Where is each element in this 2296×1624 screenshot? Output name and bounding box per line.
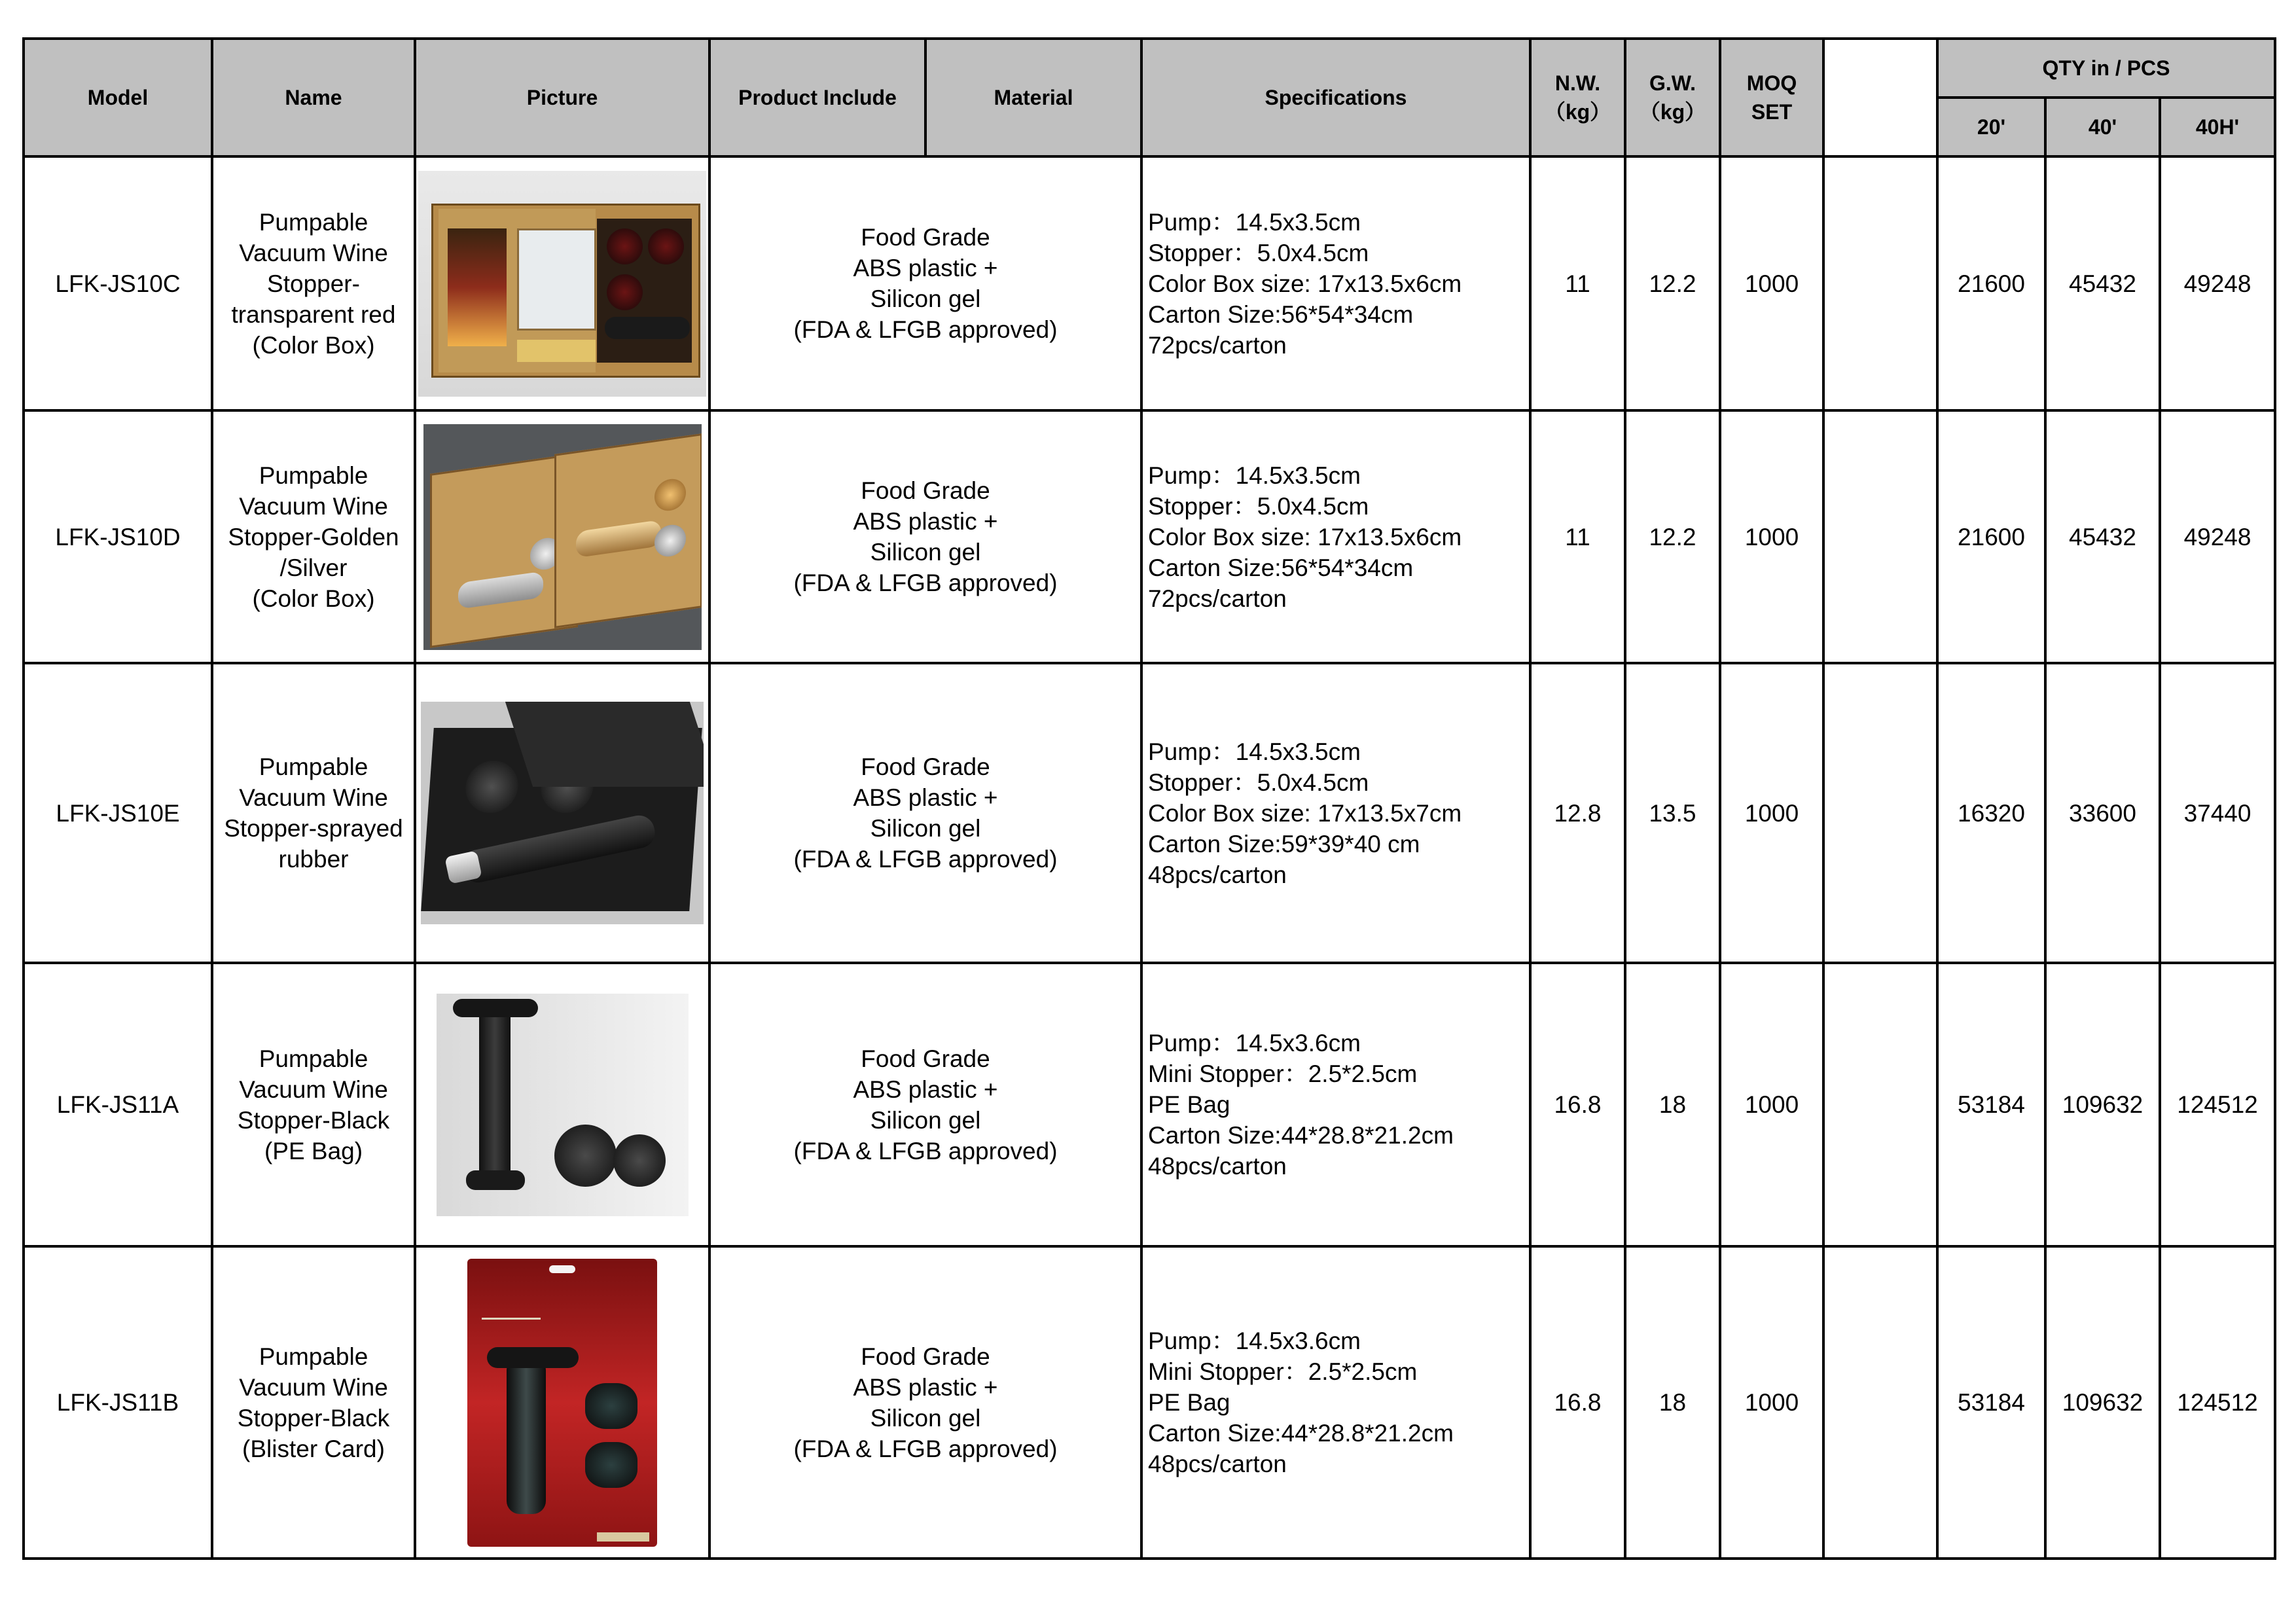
spec-line: PE Bag <box>1148 1091 1230 1118</box>
header-nw-line1: N.W. <box>1554 71 1601 95</box>
picture-cell <box>415 410 709 663</box>
moq-cell: 1000 <box>1720 963 1823 1246</box>
header-qty-20: 20' <box>1937 98 2045 156</box>
table-body <box>24 156 2275 1559</box>
qty-40-cell: 45432 <box>2045 410 2160 663</box>
blank-cell <box>1823 963 1937 1246</box>
material-cell <box>709 663 1141 963</box>
qty-20-cell: 21600 <box>1937 410 2045 663</box>
gross-weight-cell: 18 <box>1625 963 1720 1246</box>
qty-40h-cell: 124512 <box>2160 963 2275 1246</box>
gross-weight-cell: 13.5 <box>1625 663 1720 963</box>
spec-line: Pump：14.5x3.5cm <box>1148 461 1361 489</box>
moq-cell: 1000 <box>1720 410 1823 663</box>
specifications-cell <box>1141 963 1530 1246</box>
header-qty-40: 40' <box>2045 98 2160 156</box>
table-row <box>24 410 2275 663</box>
name-cell <box>212 156 415 410</box>
material-cell <box>709 963 1141 1246</box>
spec-line: Color Box size: 17x13.5x7cm <box>1148 799 1462 827</box>
qty-40-cell: 45432 <box>2045 156 2160 410</box>
material-cell <box>709 156 1141 410</box>
qty-40h-cell: 124512 <box>2160 1246 2275 1559</box>
header-model: Model <box>24 39 212 156</box>
model-cell: LFK-JS10C <box>24 156 212 410</box>
specifications-cell <box>1141 663 1530 963</box>
product-name-line: Vacuum Wine <box>239 784 388 811</box>
spec-line: Carton Size:56*54*34cm <box>1148 554 1414 581</box>
qty-20-cell: 53184 <box>1937 963 2045 1246</box>
spec-line: PE Bag <box>1148 1389 1230 1416</box>
table-row <box>24 963 2275 1246</box>
material-line: Food Grade <box>861 753 990 780</box>
picture-cell <box>415 1246 709 1559</box>
product-name-line: (Color Box) <box>252 585 375 612</box>
name-cell <box>212 963 415 1246</box>
moq-cell: 1000 <box>1720 1246 1823 1559</box>
header-name: Name <box>212 39 415 156</box>
golden-silver-color-box-photo <box>423 424 702 650</box>
qty-40-cell: 33600 <box>2045 663 2160 963</box>
table-row <box>24 156 2275 410</box>
product-name-line: Pumpable <box>259 1045 368 1072</box>
net-weight-cell: 11 <box>1530 410 1625 663</box>
header-picture: Picture <box>415 39 709 156</box>
product-name-line: Pumpable <box>259 208 368 236</box>
spec-line: Pump：14.5x3.6cm <box>1148 1327 1361 1354</box>
table-row <box>24 663 2275 963</box>
qty-40h-cell: 37440 <box>2160 663 2275 963</box>
net-weight-cell: 16.8 <box>1530 1246 1625 1559</box>
qty-20-cell: 21600 <box>1937 156 2045 410</box>
header-blank <box>1823 39 1937 156</box>
spec-line: Carton Size:44*28.8*21.2cm <box>1148 1420 1454 1447</box>
red-blister-card-photo <box>467 1259 657 1547</box>
product-name-line: transparent red <box>231 300 396 328</box>
gross-weight-cell: 18 <box>1625 1246 1720 1559</box>
net-weight-cell: 12.8 <box>1530 663 1625 963</box>
moq-cell: 1000 <box>1720 663 1823 963</box>
material-line: Silicon gel <box>870 1404 981 1432</box>
product-name-line: Stopper-Black <box>237 1106 390 1134</box>
spec-line: Color Box size: 17x13.5x6cm <box>1148 270 1462 297</box>
qty-20-cell: 16320 <box>1937 663 2045 963</box>
blank-cell <box>1823 410 1937 663</box>
header-net-weight <box>1530 39 1625 156</box>
header-qty: QTY in / PCS <box>1937 39 2275 98</box>
product-name-line: Pumpable <box>259 461 368 489</box>
header-moq-line2: SET <box>1751 100 1793 124</box>
specifications-cell <box>1141 156 1530 410</box>
spec-line: Stopper：5.0x4.5cm <box>1148 768 1369 796</box>
spec-line: Color Box size: 17x13.5x6cm <box>1148 523 1462 550</box>
net-weight-cell: 16.8 <box>1530 963 1625 1246</box>
header-gw-line1: G.W. <box>1649 71 1696 95</box>
name-cell <box>212 663 415 963</box>
material-line: Food Grade <box>861 1045 990 1072</box>
product-name-line: Vacuum Wine <box>239 492 388 520</box>
gross-weight-cell: 12.2 <box>1625 156 1720 410</box>
model-cell: LFK-JS11A <box>24 963 212 1246</box>
header-qty-40h: 40H' <box>2160 98 2275 156</box>
product-name-line: /Silver <box>279 554 348 581</box>
material-line: (FDA & LFGB approved) <box>793 846 1058 873</box>
spec-line: Carton Size:44*28.8*21.2cm <box>1148 1122 1454 1149</box>
blank-cell <box>1823 156 1937 410</box>
material-line: (FDA & LFGB approved) <box>793 1137 1058 1164</box>
material-cell <box>709 1246 1141 1559</box>
spec-line: Pump：14.5x3.5cm <box>1148 738 1361 765</box>
product-name-line: Vacuum Wine <box>239 239 388 266</box>
material-cell <box>709 410 1141 663</box>
name-cell <box>212 410 415 663</box>
product-name-line: (Color Box) <box>252 331 375 359</box>
qty-20-cell: 53184 <box>1937 1246 2045 1559</box>
specifications-cell <box>1141 1246 1530 1559</box>
gross-weight-cell: 12.2 <box>1625 410 1720 663</box>
spec-line: 48pcs/carton <box>1148 1153 1287 1180</box>
header-nw-line2: （kg） <box>1544 100 1611 124</box>
spec-line: 72pcs/carton <box>1148 331 1287 359</box>
header-material: Material <box>925 39 1141 156</box>
spec-line: Carton Size:56*54*34cm <box>1148 300 1414 328</box>
spec-line: Carton Size:59*39*40 cm <box>1148 830 1420 857</box>
header-gw-line2: （kg） <box>1639 100 1706 124</box>
product-name-line: Vacuum Wine <box>239 1373 388 1401</box>
material-line: ABS plastic + <box>853 784 998 811</box>
header-gross-weight <box>1625 39 1720 156</box>
header-product-include: Product Include <box>709 39 925 156</box>
spec-line: Mini Stopper：2.5*2.5cm <box>1148 1358 1418 1385</box>
product-spec-table <box>22 37 2276 1560</box>
name-cell <box>212 1246 415 1559</box>
spec-line: Stopper：5.0x4.5cm <box>1148 239 1369 266</box>
specifications-cell <box>1141 410 1530 663</box>
product-name-line: rubber <box>278 846 349 873</box>
product-name-line: (Blister Card) <box>242 1435 385 1462</box>
material-line: ABS plastic + <box>853 1075 998 1103</box>
material-line: Silicon gel <box>870 815 981 842</box>
product-name-line: Stopper-Golden <box>228 523 399 550</box>
material-line: ABS plastic + <box>853 1373 998 1401</box>
picture-cell <box>415 663 709 963</box>
blank-cell <box>1823 663 1937 963</box>
material-line: Food Grade <box>861 1343 990 1370</box>
material-line: Silicon gel <box>870 539 981 566</box>
blank-cell <box>1823 1246 1937 1559</box>
product-name-line: Stopper-Black <box>237 1404 390 1432</box>
product-name-line: Stopper- <box>267 270 360 297</box>
material-line: Silicon gel <box>870 285 981 312</box>
moq-cell: 1000 <box>1720 156 1823 410</box>
material-line: (FDA & LFGB approved) <box>793 1435 1058 1462</box>
material-line: Silicon gel <box>870 1106 981 1134</box>
spec-line: Pump：14.5x3.6cm <box>1148 1030 1361 1056</box>
picture-cell <box>415 156 709 410</box>
net-weight-cell: 11 <box>1530 156 1625 410</box>
header-moq-line1: MOQ <box>1746 71 1797 95</box>
product-name-line: Vacuum Wine <box>239 1075 388 1103</box>
product-name-line: (PE Bag) <box>264 1137 363 1164</box>
spec-line: Mini Stopper：2.5*2.5cm <box>1148 1060 1418 1087</box>
table-row <box>24 1246 2275 1559</box>
qty-40h-cell: 49248 <box>2160 410 2275 663</box>
spec-line: Pump：14.5x3.5cm <box>1148 208 1361 236</box>
spec-line: 72pcs/carton <box>1148 585 1287 612</box>
model-cell: LFK-JS10E <box>24 663 212 963</box>
material-line: (FDA & LFGB approved) <box>793 569 1058 596</box>
material-line: (FDA & LFGB approved) <box>793 316 1058 343</box>
gold-color-box-photo <box>418 171 706 397</box>
material-line: ABS plastic + <box>853 255 998 281</box>
spec-line: Stopper：5.0x4.5cm <box>1148 492 1369 520</box>
qty-40-cell: 109632 <box>2045 1246 2160 1559</box>
header-moq <box>1720 39 1823 156</box>
spec-line: 48pcs/carton <box>1148 861 1287 888</box>
product-name-line: Pumpable <box>259 1343 368 1370</box>
black-pe-bag-photo <box>437 994 689 1216</box>
qty-40-cell: 109632 <box>2045 963 2160 1246</box>
model-cell: LFK-JS10D <box>24 410 212 663</box>
product-name-line: Pumpable <box>259 753 368 780</box>
material-line: ABS plastic + <box>853 508 998 535</box>
header-specifications: Specifications <box>1141 39 1530 156</box>
material-line: Food Grade <box>861 224 990 251</box>
model-cell: LFK-JS11B <box>24 1246 212 1559</box>
material-line: Food Grade <box>861 477 990 504</box>
qty-40h-cell: 49248 <box>2160 156 2275 410</box>
black-sprayed-box-photo <box>421 702 704 924</box>
picture-cell <box>415 963 709 1246</box>
product-name-line: Stopper-sprayed <box>224 815 403 842</box>
spec-line: 48pcs/carton <box>1148 1451 1287 1477</box>
